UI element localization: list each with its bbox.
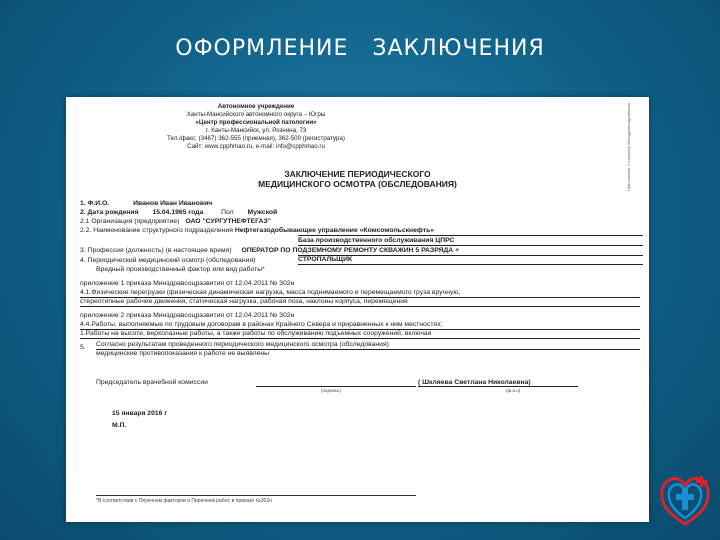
item-5-conclusion: медицинские противопоказания к работе не выявлены — [96, 350, 270, 357]
underline — [80, 338, 640, 339]
document-date: 15 января 2016 г — [112, 410, 168, 417]
org-label: 2.1 Организация (предприятие) — [80, 218, 180, 225]
unit-label: 2.2. Наименование структурного подразделения — [80, 227, 233, 234]
underline — [298, 235, 643, 236]
header-line: Ханты-Мансийского автономного округа – Югры — [186, 111, 326, 118]
item-5-text: Согласно результатам проведенного периодического медицинского осмотра (обследования) — [96, 341, 389, 348]
name-line — [418, 386, 578, 387]
slide-title: ОФОРМЛЕНИЕ ЗАКЛЮЧЕНИЯ — [175, 36, 545, 61]
medical-logo-icon — [656, 470, 714, 530]
underline — [80, 306, 640, 307]
sex-value: Мужской — [247, 209, 278, 216]
fio-row — [80, 200, 212, 208]
header-line: Тел./факс: (3467) 362-555 (приемная), 362-500 (регистратура) — [167, 135, 345, 142]
paragraph-4-1-cont: стереотипные рабочие движения, статическая нагрузка, рабочая поза, наклоны корпуса, перемещения — [80, 298, 408, 305]
document-page — [66, 97, 649, 522]
dob-label: 2. Дата рождения — [80, 209, 139, 216]
unit-row — [80, 227, 434, 235]
paragraph-4-1: 4.1.Физические перегрузки (физическая динамическая нагрузка, масса поднимаемого и перемещаемого груза вручную, — [80, 289, 461, 296]
document-title — [66, 169, 649, 189]
document-header — [106, 103, 406, 151]
dob-row — [80, 209, 277, 217]
prof-label: 3. Профессия (должность) (в настоящее время) — [80, 247, 232, 254]
stamp-label: М.П. — [112, 422, 127, 429]
fio-label: 1. Ф.И.О. — [80, 200, 110, 207]
paragraph-1: 1.Работы на высоте, верхолазные работы, а также работы по обслуживанию подъемных сооружений, включая — [80, 330, 432, 337]
title-line: МЕДИЦИНСКОГО ОСМОТРА (ОБСЛЕДОВАНИЯ) — [258, 179, 457, 189]
header-line: Автономное учреждение — [217, 103, 295, 110]
org-row — [80, 218, 271, 226]
header-line: «Центр профессиональной патологии» — [195, 119, 317, 126]
org-value: ОАО "СУРГУТНЕФТЕГАЗ" — [185, 218, 271, 225]
title-line: ЗАКЛЮЧЕНИЕ ПЕРИОДИЧЕСКОГО — [284, 169, 431, 179]
header-line: г. Ханты-Мансийск, ул. Рознина, 73 — [205, 127, 307, 134]
sex-label: Пол — [221, 209, 234, 216]
appendix-1: приложение 1 приказа Минздравсоцразвития от 12.04.2011 № 302н — [80, 280, 295, 287]
chair-name: ( Шкляева Светлана Николаевна) — [418, 379, 531, 386]
appendix-2: приложение 2 приказа Минздравсоцразвития от 12.04.2011 № 302н — [80, 312, 295, 319]
dob-value: 15.04.1965 года — [152, 209, 204, 216]
chair-label: Председатель врачебной комиссии — [96, 379, 208, 386]
item-4: 4. Периодический медицинский осмотр (обследования) — [80, 257, 256, 264]
header-line: Сайт: www.cpphmao.ru, e-mail: info@cpphmao.ru — [187, 143, 325, 150]
underline — [298, 264, 643, 265]
unit-value: База производственного обслуживания ЦПРС — [298, 237, 455, 244]
unit-value: Нефтегазодобывающее управление «Комсомольскнефть» — [234, 227, 435, 234]
paragraph-4-4: 4.4.Работы, выполняемые по трудовым договорам в районах Крайнего Севера и приравненных к ним местностях; — [80, 321, 443, 328]
item-4-sub: Вредный производственный фактор или вид работы* — [96, 266, 265, 273]
signature-line — [256, 386, 416, 387]
prof-value: СТРОПАЛЬЩИК — [298, 256, 353, 263]
footnote-divider — [96, 495, 416, 496]
document-sidenote: Приложение 3 к приказу Минздравсоцразвития — [626, 103, 631, 192]
footnote: *В соответствии с Перечнем факторов и Перечнем работ, в приказе №302н — [96, 498, 272, 504]
signature-caption: (подпись) — [321, 388, 342, 393]
unit-value: ОПЕРАТОР ПО ПОДЗЕМНОМУ РЕМОНТУ СКВАЖИН 5 РАЗРЯДА + — [241, 247, 460, 254]
fio-value: Иванов Иван Иванович — [133, 200, 213, 207]
item-5-number: 5. — [80, 344, 86, 351]
underline — [298, 245, 643, 246]
fio-caption: (ф.и.о) — [506, 388, 521, 393]
prof-row — [80, 247, 459, 255]
